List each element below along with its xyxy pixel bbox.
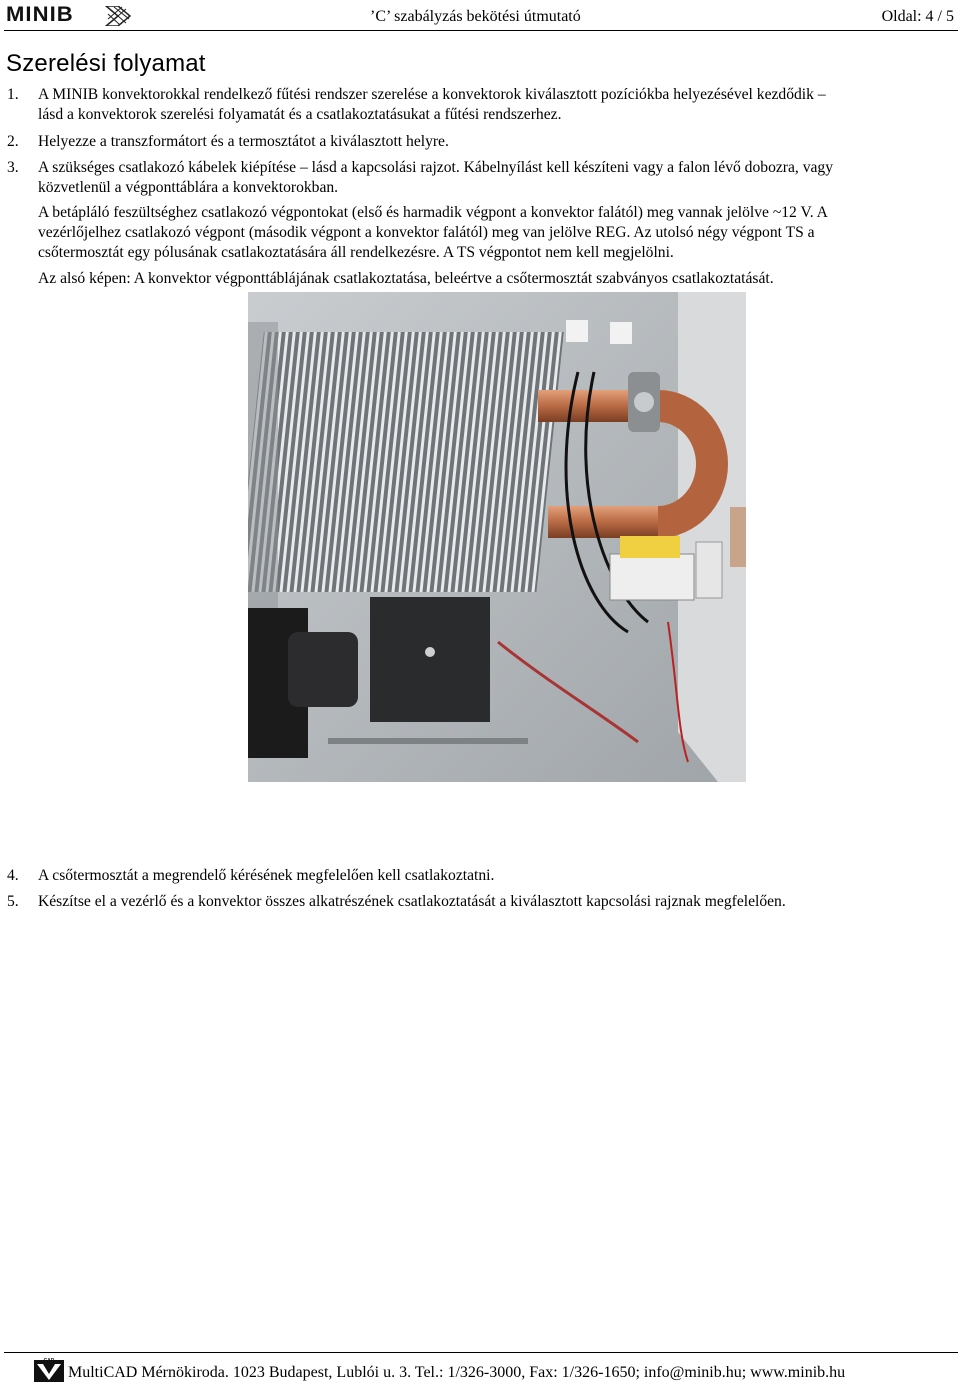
page-number: Oldal: 4 / 5 [881, 8, 954, 25]
step-3-line-1: A szükséges csatlakozó kábelek kiépítése – lásd a kapcsolási rajzot. Kábelnyílást kell készíteni vagy a falon lévő dobozra, vagy [38, 159, 834, 176]
convector-terminal-photo [248, 292, 746, 782]
header-divider [4, 30, 958, 31]
step-4-text: A csőtermosztát a megrendelő kérésének megfelelően kell csatlakoztatni. [38, 867, 495, 884]
logo-wordmark: MINIB [6, 3, 74, 26]
voltage-para-line-3: csőtermosztát egy pólusának csatlakoztatására áll rendelkezésre. A TS végpontot nem kell megjelölni. [38, 244, 674, 261]
step-1-line-2: lásd a konvektorok szerelési folyamatát és a csatlakoztatásukat a fűtési rendszerhez. [38, 106, 562, 123]
footer-logo-text: CAD [43, 1358, 55, 1364]
step-3-number: 3. [7, 159, 19, 176]
convector-photo-illustration [248, 292, 746, 782]
step-1-line-1: A MINIB konvektorokkal rendelkező fűtési rendszer szerelése a konvektorok kiválasztott pozíciókba helyezésével kezdődik – [38, 86, 826, 103]
step-3-line-2: közvetlenül a végponttáblára a konvektorokban. [38, 179, 339, 196]
footer-contact: MultiCAD Mérnökiroda. 1023 Budapest, Lublói u. 3. Tel.: 1/326-3000, Fax: 1/326-1650; info@minib.hu; www.minib.hu [68, 1364, 846, 1381]
minib-logo [6, 4, 130, 26]
multicad-logo [34, 1356, 64, 1382]
voltage-para-line-2: vezérlőjelhez csatlakozó végpont (második végpont a konvektor falától) meg van jelölve REG. Az utolsó négy végpont TS a [38, 224, 815, 241]
multicad-logo-icon [34, 1356, 64, 1382]
voltage-para-line-1: A betápláló feszültséghez csatlakozó végpontokat (első és harmadik végpont a konvektor falától) meg vannak jelölve ~12 V. A [38, 204, 828, 221]
step-2-number: 2. [7, 133, 19, 150]
step-4-number: 4. [7, 867, 19, 884]
photo-caption: Az alsó képen: A konvektor végponttáblájának csatlakoztatása, beleértve a csőtermosztát szabványos csatlakoztatását. [38, 270, 774, 287]
section-title: Szerelési folyamat [6, 50, 206, 77]
footer-divider [4, 1352, 958, 1353]
step-5-text: Készítse el a vezérlő és a konvektor összes alkatrészének csatlakoztatását a kiválasztott kapcsolási rajznak megfelelően. [38, 893, 786, 910]
step-2-text: Helyezze a transzformátort és a termosztátot a kiválasztott helyre. [38, 133, 449, 150]
logo-grid-icon [102, 6, 134, 26]
step-1-number: 1. [7, 86, 19, 103]
step-5-number: 5. [7, 893, 19, 910]
document-title: ’C’ szabályzás bekötési útmutató [370, 8, 581, 25]
